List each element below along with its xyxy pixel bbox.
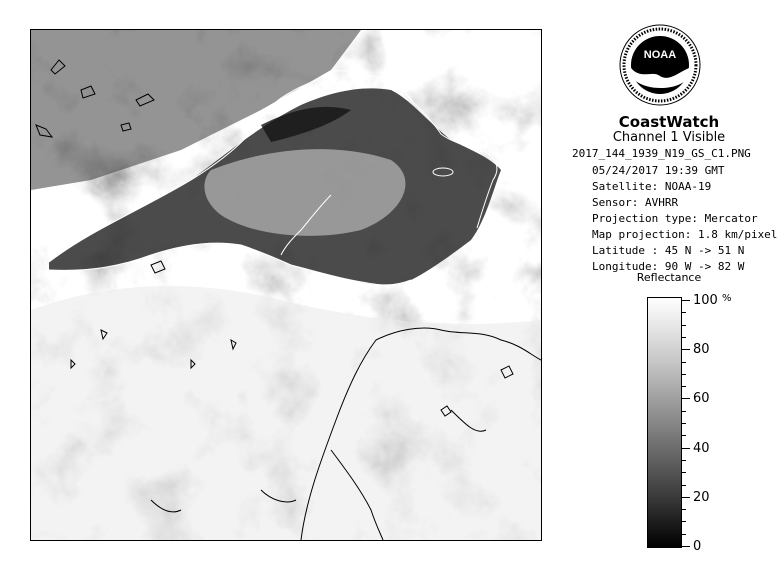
map-canvas: [31, 30, 541, 540]
filename-text: 2017_144_1939_N19_GS_C1.PNG: [572, 147, 751, 160]
latitude-text: Latitude : 45 N -> 51 N: [592, 244, 745, 257]
colorbar-tick: [682, 546, 690, 547]
colorbar-tick-label: 0: [693, 539, 702, 554]
colorbar-tick: [682, 362, 686, 363]
colorbar-tick-label: 40: [693, 441, 710, 456]
reflectance-colorbar: [647, 297, 682, 548]
colorbar-unit: %: [722, 293, 732, 304]
projection-type-text: Projection type: Mercator: [592, 212, 758, 225]
colorbar-tick: [682, 349, 690, 350]
colorbar-tick: [682, 325, 686, 326]
datetime-text: 05/24/2017 19:39 GMT: [592, 164, 725, 177]
colorbar-tick-label: 20: [693, 490, 710, 505]
longitude-text: Longitude: 90 W -> 82 W: [592, 260, 745, 273]
colorbar-tick: [682, 300, 690, 301]
satellite-text: Satellite: NOAA-19: [592, 180, 712, 193]
colorbar-tick: [682, 374, 686, 375]
colorbar-tick-label: 80: [693, 342, 710, 357]
colorbar-tick: [682, 386, 686, 387]
colorbar-label: Reflectance: [636, 271, 702, 284]
colorbar-tick: [682, 497, 690, 498]
colorbar-tick: [682, 485, 686, 486]
colorbar-tick: [682, 411, 686, 412]
app-title: CoastWatch: [618, 113, 720, 131]
channel-subtitle: Channel 1 Visible: [612, 130, 726, 145]
colorbar-tick: [682, 509, 686, 510]
colorbar-tick: [682, 312, 686, 313]
colorbar-tick: [682, 423, 686, 424]
map-projection-text: Map projection: 1.8 km/pixel: [592, 228, 778, 241]
colorbar-tick: [682, 448, 690, 449]
colorbar-tick: [682, 398, 690, 399]
colorbar-tick-label: 60: [693, 391, 710, 406]
sensor-text: Sensor: AVHRR: [592, 196, 679, 209]
colorbar-tick-label: 100: [693, 293, 718, 308]
colorbar-tick: [682, 534, 686, 535]
colorbar-tick: [682, 460, 686, 461]
satellite-image-map: [30, 29, 542, 541]
colorbar-tick: [682, 472, 686, 473]
logo-text: NOAA: [643, 49, 677, 61]
colorbar-tick: [682, 521, 686, 522]
colorbar-tick: [682, 435, 686, 436]
colorbar-tick: [682, 337, 686, 338]
noaa-logo: [619, 24, 701, 106]
